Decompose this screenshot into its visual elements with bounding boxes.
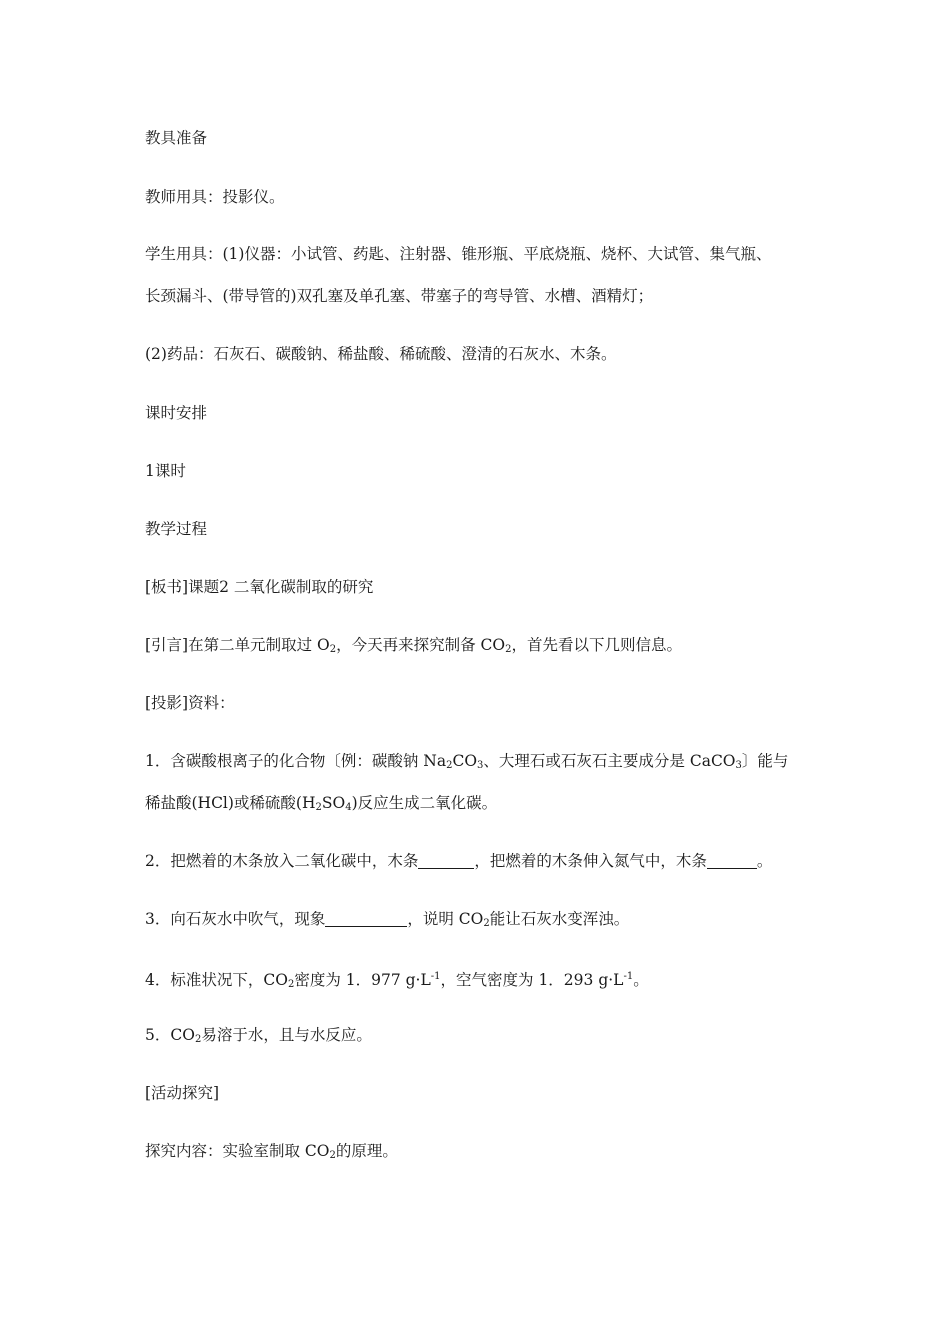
info-1b-text-c: )反应生成二氧化碳。 xyxy=(351,794,498,812)
info-3-text-b: ，说明 CO xyxy=(407,910,484,928)
info-1-sub-b: 3 xyxy=(477,760,484,771)
info-item-3 xyxy=(145,909,629,934)
info-4-text-c: ，空气密度为 1．293 g·L xyxy=(440,971,624,989)
teacher-equipment-line: 教师用具：投影仪。 xyxy=(145,188,285,206)
info-5-text-b: 易溶于水，且与水反应。 xyxy=(201,1026,372,1044)
info-1-text-c: 、大理石或石灰石主要成分是 CaCO xyxy=(483,752,736,770)
info-2-text-b: ，把燃着的木条伸入氮气中，木条 xyxy=(474,852,707,870)
info-1-text-d: 〕能与 xyxy=(741,752,789,770)
info-item-1-line-2 xyxy=(145,793,497,818)
info-2-text-c: 。 xyxy=(756,852,773,870)
info-4-text-a: 4．标准状况下，CO xyxy=(145,971,288,989)
info-1-text-b: CO xyxy=(452,752,478,770)
info-3-sub: 2 xyxy=(483,918,490,929)
heading-schedule: 课时安排 xyxy=(145,404,208,422)
info-4-text-b: 密度为 1．977 g·L xyxy=(294,971,431,989)
info-3-text-c: 能让石灰水变浑浊。 xyxy=(489,910,630,928)
inquiry-text-a: 探究内容：实验室制取 CO xyxy=(145,1142,330,1160)
intro-text-2: ，今天再来探究制备 CO xyxy=(336,636,506,654)
intro-sub-2: 2 xyxy=(505,644,512,655)
student-equipment-line-2: 长颈漏斗、(带导管的)双孔塞及单孔塞、带塞子的弯导管、水槽、酒精灯； xyxy=(145,287,654,305)
info-4-sub: 2 xyxy=(287,979,295,990)
activity-heading: [活动探究] xyxy=(145,1084,220,1102)
info-item-4 xyxy=(145,967,649,995)
inquiry-content xyxy=(145,1141,398,1166)
student-equipment-line-1: 学生用具：(1)仪器：小试管、药匙、注射器、锥形瓶、平底烧瓶、烧杯、大试管、集气瓶、 xyxy=(145,245,772,263)
info-1b-sub-a: 2 xyxy=(315,802,322,813)
intro-text-1: [引言]在第二单元制取过 O xyxy=(145,636,330,654)
reagents-line: (2)药品：石灰石、碳酸钠、稀盐酸、稀硫酸、澄清的石灰水、木条。 xyxy=(145,345,617,363)
fill-blank-1[interactable] xyxy=(418,853,474,869)
intro-text-3: ，首先看以下几则信息。 xyxy=(511,636,682,654)
info-1b-text-a: 稀盐酸(HCl)或稀硫酸(H xyxy=(145,794,316,812)
info-4-sup-2: -1 xyxy=(623,971,634,982)
info-item-2 xyxy=(145,851,772,871)
info-3-text-a: 3．向石灰水中吹气，现象 xyxy=(145,910,326,928)
info-item-1-line-1 xyxy=(145,751,788,776)
heading-teaching-aids: 教具准备 xyxy=(145,129,208,147)
blackboard-title: [板书]课题2 二氧化碳制取的研究 xyxy=(145,578,374,596)
introduction-line xyxy=(145,635,682,660)
inquiry-sub: 2 xyxy=(329,1150,336,1161)
info-1-text-a: 1．含碳酸根离子的化合物〔例：碳酸钠 Na xyxy=(145,752,447,770)
info-1-sub-c: 3 xyxy=(735,760,742,771)
info-1b-text-b: SO xyxy=(321,794,346,812)
info-2-text-a: 2．把燃着的木条放入二氧化碳中，木条 xyxy=(145,852,419,870)
info-4-text-d: 。 xyxy=(633,971,649,989)
heading-teaching-process: 教学过程 xyxy=(145,520,208,538)
inquiry-text-b: 的原理。 xyxy=(335,1142,398,1160)
schedule-value: 1课时 xyxy=(145,462,186,480)
info-1b-sub-b: 4 xyxy=(345,802,352,813)
intro-sub-1: 2 xyxy=(329,644,337,655)
fill-blank-2[interactable] xyxy=(707,853,757,869)
projection-heading: [投影]资料： xyxy=(145,694,235,712)
info-5-text-a: 5．CO xyxy=(145,1026,195,1044)
info-item-5 xyxy=(145,1025,372,1050)
fill-blank-3[interactable] xyxy=(325,911,407,927)
info-4-sup-1: -1 xyxy=(430,971,441,982)
info-1-sub-a: 2 xyxy=(446,760,453,771)
info-5-sub: 2 xyxy=(194,1034,202,1045)
